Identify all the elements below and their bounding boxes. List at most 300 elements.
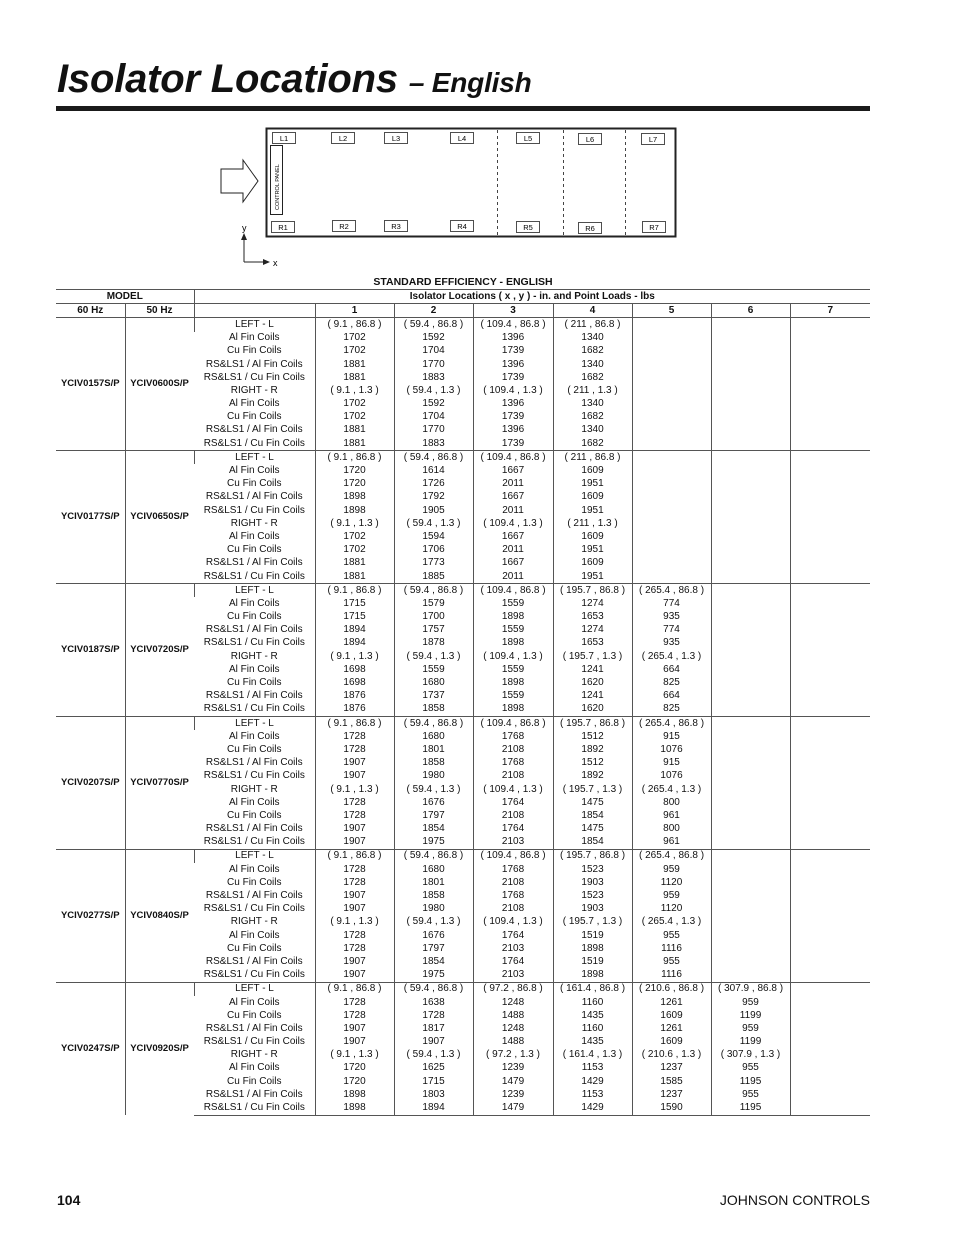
table-cell: 1076: [632, 770, 711, 783]
row-label: RS&LS1 / Al Fin Coils: [205, 890, 303, 902]
table-cell: [790, 611, 870, 624]
table-cell: 1898: [473, 637, 553, 650]
table-cell: 1854: [553, 836, 632, 850]
table-cell: [790, 332, 870, 345]
table-cell: 1396: [473, 332, 553, 345]
row-label: Al Fin Coils: [228, 796, 280, 808]
table-cell: 1773: [394, 557, 473, 570]
isolator-label-l1: L1: [279, 134, 289, 143]
table-cell: 1728: [315, 1009, 394, 1022]
table-cell: ( 109.4 , 86.8 ): [473, 717, 553, 731]
table-cell: [790, 491, 870, 504]
table-cell: 1715: [315, 611, 394, 624]
table-cell: 1975: [394, 836, 473, 850]
table-cell: [790, 730, 870, 743]
table-cell: 1858: [394, 889, 473, 902]
table-cell: 1667: [473, 464, 553, 477]
table-cell: 1609: [632, 1009, 711, 1022]
table-cell: 1728: [315, 809, 394, 822]
table-cell: 1728: [315, 929, 394, 942]
page-number: 104: [57, 1192, 81, 1208]
table-cell: [790, 371, 870, 384]
table-cell: ( 9.1 , 86.8 ): [315, 584, 394, 598]
table-cell: 935: [632, 637, 711, 650]
table-cell: [790, 929, 870, 942]
table-cell: [790, 1088, 870, 1101]
table-cell: [711, 650, 790, 663]
table-cell: 1488: [473, 1036, 553, 1049]
table-cell: [711, 318, 790, 332]
table-cell: 1609: [553, 530, 632, 543]
row-label: RS&LS1 / Cu Fin Coils: [203, 637, 305, 649]
table-row: [56, 318, 870, 332]
table-cell: 1728: [315, 996, 394, 1009]
table-cell: 1702: [315, 398, 394, 411]
table-cell: ( 59.4 , 1.3 ): [394, 916, 473, 929]
table-cell: 1898: [315, 1101, 394, 1115]
table-cell: 1559: [473, 624, 553, 637]
table-cell: 1475: [553, 796, 632, 809]
table-cell: 955: [632, 929, 711, 942]
table-cell: [711, 929, 790, 942]
y-axis-label: y: [242, 223, 247, 233]
table-cell: [790, 849, 870, 863]
table-cell: ( 211 , 86.8 ): [553, 451, 632, 465]
table-cell: 825: [632, 703, 711, 717]
table-cell: [790, 916, 870, 929]
table-cell: 1396: [473, 358, 553, 371]
table-cell: 1951: [553, 570, 632, 584]
table-cell: 1770: [394, 424, 473, 437]
title-main: Isolator Locations: [57, 57, 398, 101]
row-label: Cu Fin Coils: [227, 677, 282, 689]
row-label: LEFT - L: [194, 849, 315, 863]
isolator-label-l4: L4: [457, 134, 467, 143]
row-label: LEFT - L: [194, 451, 315, 465]
table-cell: [711, 611, 790, 624]
table-cell: [711, 637, 790, 650]
table-cell: [711, 863, 790, 876]
model-50hz: YCIV0720S/P: [125, 584, 194, 717]
table-cell: 1898: [473, 703, 553, 717]
model-60hz: YCIV0157S/P: [56, 318, 125, 451]
table-cell: 1898: [315, 1088, 394, 1101]
table-cell: ( 211 , 1.3 ): [553, 384, 632, 397]
table-cell: 1706: [394, 544, 473, 557]
table-cell: ( 9.1 , 1.3 ): [315, 783, 394, 796]
header-locations: Isolator Locations ( x , y ) - in. and Point Loads - lbs: [194, 290, 870, 304]
table-cell: 1885: [394, 570, 473, 584]
table-cell: 1199: [711, 1036, 790, 1049]
table-cell: 1854: [394, 955, 473, 968]
row-label: Cu Fin Coils: [227, 876, 282, 888]
table-cell: [711, 796, 790, 809]
header-col-6: 6: [711, 304, 790, 318]
table-cell: 915: [632, 730, 711, 743]
table-cell: [711, 783, 790, 796]
table-cell: 1792: [394, 491, 473, 504]
table-cell: 1951: [553, 478, 632, 491]
table-cell: 1274: [553, 624, 632, 637]
table-cell: 1160: [553, 996, 632, 1009]
table-cell: 1878: [394, 637, 473, 650]
table-cell: [790, 530, 870, 543]
table-cell: 2108: [473, 743, 553, 756]
table-cell: [711, 942, 790, 955]
table-cell: [790, 624, 870, 637]
row-label: RIGHT - R: [230, 650, 278, 662]
table-cell: 1340: [553, 358, 632, 371]
table-cell: [711, 478, 790, 491]
table-cell: ( 9.1 , 86.8 ): [315, 982, 394, 996]
table-cell: 1620: [553, 676, 632, 689]
table-cell: 1523: [553, 863, 632, 876]
isolator-label-l3: L3: [391, 134, 401, 143]
table-cell: 1907: [315, 836, 394, 850]
table-cell: 1682: [553, 437, 632, 451]
table-cell: 1682: [553, 371, 632, 384]
airflow-arrow-icon: [221, 160, 258, 202]
table-cell: 1237: [632, 1088, 711, 1101]
header-50hz: 50 Hz: [125, 304, 194, 318]
table-cell: 1594: [394, 530, 473, 543]
table-cell: 1876: [315, 690, 394, 703]
table-cell: 1261: [632, 1022, 711, 1035]
row-label: Al Fin Coils: [228, 398, 280, 410]
table-cell: [790, 770, 870, 783]
table-cell: 1680: [394, 676, 473, 689]
row-label: Cu Fin Coils: [227, 478, 282, 490]
table-cell: [790, 1036, 870, 1049]
table-cell: 1559: [473, 597, 553, 610]
model-50hz: YCIV0600S/P: [125, 318, 194, 451]
table-cell: ( 59.4 , 86.8 ): [394, 318, 473, 332]
table-cell: 1764: [473, 955, 553, 968]
table-cell: 1120: [632, 876, 711, 889]
table-cell: [632, 371, 711, 384]
table-cell: 1248: [473, 996, 553, 1009]
table-cell: 1667: [473, 491, 553, 504]
table-cell: 1579: [394, 597, 473, 610]
table-cell: 1702: [315, 530, 394, 543]
table-cell: [711, 557, 790, 570]
table-cell: [632, 570, 711, 584]
table-cell: ( 109.4 , 1.3 ): [473, 517, 553, 530]
table-cell: 1585: [632, 1075, 711, 1088]
table-cell: ( 109.4 , 1.3 ): [473, 783, 553, 796]
table-cell: 2011: [473, 570, 553, 584]
table-cell: ( 97.2 , 86.8 ): [473, 982, 553, 996]
table-cell: ( 265.4 , 86.8 ): [632, 717, 711, 731]
row-label: RS&LS1 / Al Fin Coils: [205, 424, 303, 436]
table-cell: 955: [632, 955, 711, 968]
table-cell: 1739: [473, 345, 553, 358]
isolator-label-r6: R6: [585, 224, 595, 233]
model-60hz: YCIV0277S/P: [56, 849, 125, 982]
table-cell: 1907: [394, 1036, 473, 1049]
table-cell: ( 109.4 , 86.8 ): [473, 318, 553, 332]
table-cell: 1881: [315, 570, 394, 584]
table-cell: 1609: [632, 1036, 711, 1049]
table-cell: 1739: [473, 437, 553, 451]
row-label: RIGHT - R: [230, 783, 278, 795]
row-label: LEFT - L: [194, 717, 315, 731]
table-cell: 961: [632, 809, 711, 822]
table-cell: 1429: [553, 1101, 632, 1115]
table-cell: 1768: [473, 730, 553, 743]
table-cell: [711, 624, 790, 637]
row-label: RS&LS1 / Al Fin Coils: [205, 557, 303, 569]
table-cell: [632, 464, 711, 477]
table-cell: 1702: [315, 345, 394, 358]
table-cell: 1907: [315, 823, 394, 836]
table-cell: 2108: [473, 876, 553, 889]
table-cell: 1680: [394, 730, 473, 743]
table-cell: 2103: [473, 942, 553, 955]
table-cell: [632, 544, 711, 557]
row-label: RS&LS1 / Cu Fin Coils: [194, 703, 315, 717]
row-label: LEFT - L: [194, 318, 315, 332]
table-cell: 1720: [315, 1062, 394, 1075]
table-cell: [790, 437, 870, 451]
table-cell: [632, 384, 711, 397]
row-label: RS&LS1 / Al Fin Coils: [205, 690, 303, 702]
table-cell: 1881: [315, 358, 394, 371]
table-cell: [790, 783, 870, 796]
table-cell: 1609: [553, 464, 632, 477]
table-cell: [790, 863, 870, 876]
table-cell: 1120: [632, 903, 711, 916]
header-col-7: 7: [790, 304, 870, 318]
table-cell: ( 195.7 , 86.8 ): [553, 849, 632, 863]
table-cell: [790, 1101, 870, 1115]
table-cell: 1676: [394, 796, 473, 809]
table-cell: 800: [632, 823, 711, 836]
row-label: RS&LS1 / Cu Fin Coils: [203, 371, 305, 383]
table-cell: [711, 437, 790, 451]
row-label: RS&LS1 / Cu Fin Coils: [203, 504, 305, 516]
table-cell: 1667: [473, 530, 553, 543]
table-cell: [790, 1062, 870, 1075]
y-axis-arrow-icon: [241, 233, 247, 240]
table-cell: 1704: [394, 345, 473, 358]
table-cell: 1396: [473, 398, 553, 411]
table-cell: [790, 318, 870, 332]
table-cell: ( 9.1 , 1.3 ): [315, 384, 394, 397]
table-cell: ( 9.1 , 86.8 ): [315, 318, 394, 332]
table-row: [56, 982, 870, 996]
table-cell: 1898: [553, 969, 632, 983]
table-cell: 1638: [394, 996, 473, 1009]
table-cell: [711, 889, 790, 902]
table-cell: [711, 517, 790, 530]
table-cell: [632, 451, 711, 465]
header-col-4: 4: [553, 304, 632, 318]
table-caption: STANDARD EFFICIENCY - ENGLISH: [373, 276, 553, 288]
table-cell: 1479: [473, 1075, 553, 1088]
table-cell: 1479: [473, 1101, 553, 1115]
table-cell: 1559: [473, 690, 553, 703]
row-label: RIGHT - R: [230, 517, 278, 529]
table-cell: 1682: [553, 411, 632, 424]
table-cell: [711, 955, 790, 968]
row-label: Cu Fin Coils: [227, 1009, 282, 1021]
table-cell: 915: [632, 757, 711, 770]
table-cell: 1907: [315, 969, 394, 983]
isolator-label-l2: L2: [338, 134, 348, 143]
table-cell: [790, 757, 870, 770]
table-cell: [632, 517, 711, 530]
row-label: Al Fin Coils: [228, 332, 280, 344]
table-cell: 1858: [394, 703, 473, 717]
row-label: Cu Fin Coils: [227, 611, 282, 623]
table-cell: 1728: [315, 863, 394, 876]
table-cell: 1907: [315, 1022, 394, 1035]
table-cell: 1894: [315, 637, 394, 650]
table-cell: [632, 332, 711, 345]
table-cell: [632, 358, 711, 371]
table-cell: [632, 491, 711, 504]
table-cell: 1881: [315, 371, 394, 384]
row-label: RS&LS1 / Al Fin Coils: [205, 624, 303, 636]
table-cell: 1892: [553, 743, 632, 756]
table-cell: [632, 437, 711, 451]
table-cell: [790, 663, 870, 676]
model-60hz: YCIV0187S/P: [56, 584, 125, 717]
table-cell: [711, 690, 790, 703]
footer-company: JOHNSON CONTROLS: [719, 1192, 870, 1208]
row-label: RIGHT - R: [230, 1049, 278, 1061]
table-cell: [632, 411, 711, 424]
model-50hz: YCIV0650S/P: [125, 451, 194, 584]
table-cell: 1728: [315, 796, 394, 809]
table-cell: [711, 849, 790, 863]
isolator-label-r3: R3: [391, 222, 401, 231]
table-cell: 1592: [394, 398, 473, 411]
table-cell: ( 161.4 , 1.3 ): [553, 1049, 632, 1062]
table-cell: 1883: [394, 371, 473, 384]
row-label: LEFT - L: [194, 982, 315, 996]
table-cell: 1894: [394, 1101, 473, 1115]
table-cell: 664: [632, 663, 711, 676]
table-cell: ( 265.4 , 1.3 ): [632, 650, 711, 663]
table-cell: ( 265.4 , 86.8 ): [632, 849, 711, 863]
table-cell: [711, 332, 790, 345]
table-cell: ( 9.1 , 86.8 ): [315, 717, 394, 731]
table-cell: [790, 398, 870, 411]
table-cell: 1854: [394, 823, 473, 836]
table-cell: 800: [632, 796, 711, 809]
table-cell: 1239: [473, 1062, 553, 1075]
table-cell: 1248: [473, 1022, 553, 1035]
table-cell: [711, 411, 790, 424]
table-cell: [632, 557, 711, 570]
header-col-2: 2: [394, 304, 473, 318]
table-cell: ( 59.4 , 86.8 ): [394, 982, 473, 996]
table-cell: 2108: [473, 809, 553, 822]
table-cell: 2108: [473, 770, 553, 783]
table-cell: [711, 663, 790, 676]
table-cell: [711, 371, 790, 384]
table-cell: ( 59.4 , 1.3 ): [394, 650, 473, 663]
table-cell: [790, 650, 870, 663]
table-cell: ( 109.4 , 86.8 ): [473, 584, 553, 598]
table-cell: 1698: [315, 676, 394, 689]
table-cell: 1898: [315, 504, 394, 517]
table-cell: 1739: [473, 371, 553, 384]
table-cell: ( 59.4 , 86.8 ): [394, 584, 473, 598]
table-cell: 1261: [632, 996, 711, 1009]
table-cell: ( 9.1 , 86.8 ): [315, 849, 394, 863]
table-cell: ( 195.7 , 1.3 ): [553, 916, 632, 929]
table-cell: 1728: [394, 1009, 473, 1022]
table-cell: 1429: [553, 1075, 632, 1088]
table-cell: 2011: [473, 504, 553, 517]
table-cell: [711, 451, 790, 465]
table-cell: 1975: [394, 969, 473, 983]
table-cell: [790, 996, 870, 1009]
row-label: Cu Fin Coils: [227, 809, 282, 821]
table-cell: 1739: [473, 411, 553, 424]
table-cell: [790, 1049, 870, 1062]
table-cell: 1903: [553, 903, 632, 916]
table-cell: [632, 345, 711, 358]
table-cell: 1076: [632, 743, 711, 756]
table-cell: [790, 597, 870, 610]
row-label: RS&LS1 / Cu Fin Coils: [203, 903, 305, 915]
table-cell: ( 109.4 , 86.8 ): [473, 451, 553, 465]
table-cell: [790, 889, 870, 902]
table-cell: [790, 384, 870, 397]
row-label: Al Fin Coils: [228, 730, 280, 742]
table-cell: ( 211 , 86.8 ): [553, 318, 632, 332]
model-60hz: YCIV0247S/P: [56, 982, 125, 1115]
table-cell: 1340: [553, 332, 632, 345]
table-cell: [711, 770, 790, 783]
table-cell: 1951: [553, 504, 632, 517]
table-cell: ( 109.4 , 1.3 ): [473, 650, 553, 663]
table-cell: 1951: [553, 544, 632, 557]
row-label: Cu Fin Coils: [227, 345, 282, 357]
table-cell: [790, 1075, 870, 1088]
row-label: RS&LS1 / Cu Fin Coils: [194, 1101, 315, 1115]
table-cell: 1892: [553, 770, 632, 783]
isolator-layout-diagram: [0, 0, 954, 275]
table-cell: ( 265.4 , 86.8 ): [632, 584, 711, 598]
table-cell: 1881: [315, 437, 394, 451]
table-cell: [711, 584, 790, 598]
table-cell: ( 265.4 , 1.3 ): [632, 916, 711, 929]
table-cell: [790, 876, 870, 889]
table-cell: 1195: [711, 1075, 790, 1088]
table-cell: 1797: [394, 942, 473, 955]
table-cell: 2108: [473, 903, 553, 916]
table-cell: ( 9.1 , 1.3 ): [315, 517, 394, 530]
row-label: RS&LS1 / Cu Fin Coils: [194, 437, 315, 451]
table-cell: 1907: [315, 903, 394, 916]
isolator-label-l7: L7: [648, 135, 658, 144]
table-cell: [711, 969, 790, 983]
row-label: RS&LS1 / Cu Fin Coils: [203, 770, 305, 782]
table-cell: 1435: [553, 1036, 632, 1049]
table-cell: [790, 557, 870, 570]
row-label: RS&LS1 / Cu Fin Coils: [203, 1036, 305, 1048]
row-label: RIGHT - R: [230, 916, 278, 928]
table-cell: [790, 637, 870, 650]
model-60hz: YCIV0207S/P: [56, 717, 125, 850]
isolator-table: [56, 289, 870, 1116]
row-label: Cu Fin Coils: [227, 411, 282, 423]
